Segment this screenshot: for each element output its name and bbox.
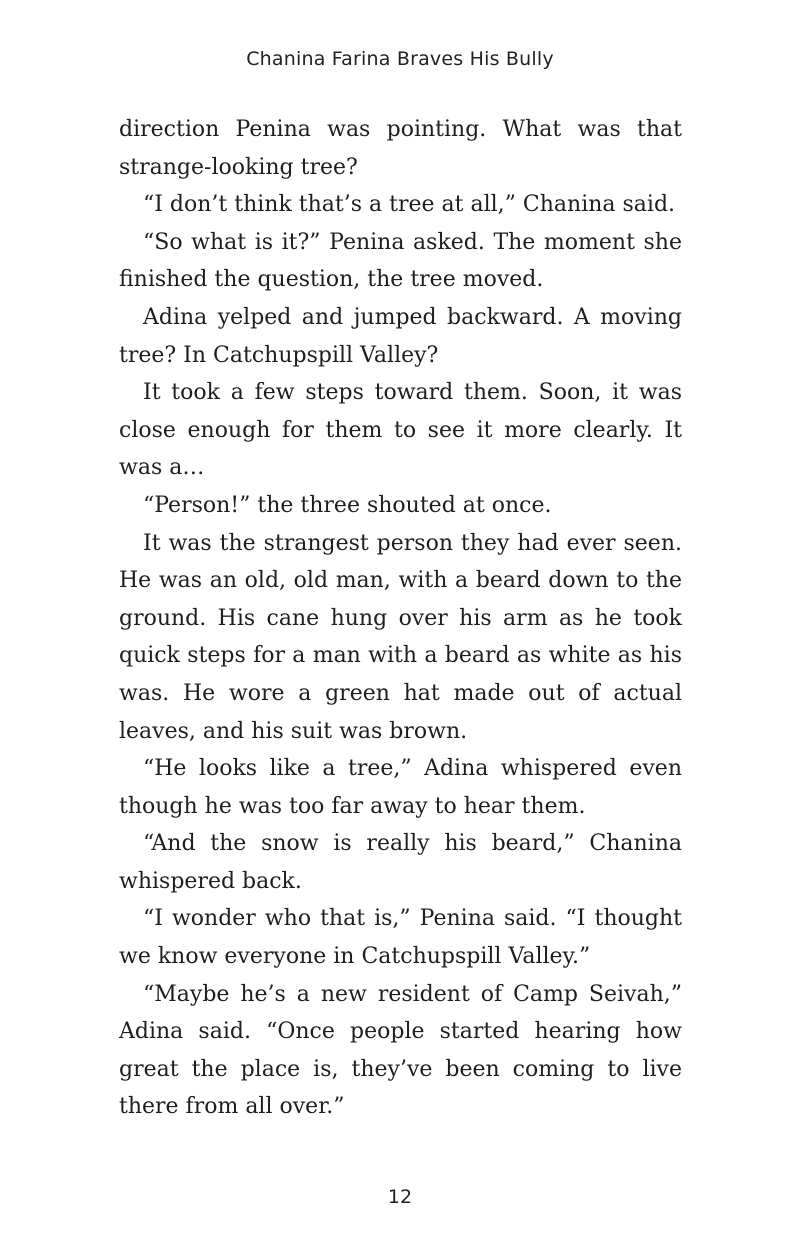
paragraph: “Maybe he’s a new resident of Camp Seivah,” Adina said. “Once people started hearing how great the place is, they’ve been coming to live there from all over.” xyxy=(119,981,682,1120)
paragraph: direction Penina was pointing. What was that strange-looking tree? xyxy=(119,117,682,180)
paragraph: “Person!” the three shouted at once. xyxy=(143,492,552,518)
paragraph: “I wonder who that is,” Penina said. “I thought we know everyone in Catchupspill Valley.” xyxy=(119,906,682,970)
paragraph: “I don’t think that’s a tree at all,” Chanina said. xyxy=(143,192,676,218)
paragraph: “So what is it?” Penina asked. The moment she finished the question, the tree moved. xyxy=(119,229,682,293)
page-number: 12 xyxy=(387,1186,413,1208)
paragraph: It took a few steps toward them. Soon, it was close enough for them to see it more clearly. It was a… xyxy=(119,380,682,481)
running-head: Chanina Farina Braves His Bully xyxy=(246,48,554,70)
paragraph: “He looks like a tree,” Adina whispered even though he was too far away to hear them. xyxy=(119,756,682,819)
paragraph: It was the strangest person they had ever seen. He was an old, old man, with a beard down to the ground. His cane hung over his arm as he took quick steps for a man with a beard as white as his was. He wore a green hat made out of actual leaves, and his suit was brown. xyxy=(119,530,682,744)
paragraph: Adina yelped and jumped backward. A moving tree? In Catchupspill Valley? xyxy=(119,304,682,368)
paragraph: “And the snow is really his beard,” Chanina whispered back. xyxy=(119,831,682,894)
page-body xyxy=(119,111,682,1126)
